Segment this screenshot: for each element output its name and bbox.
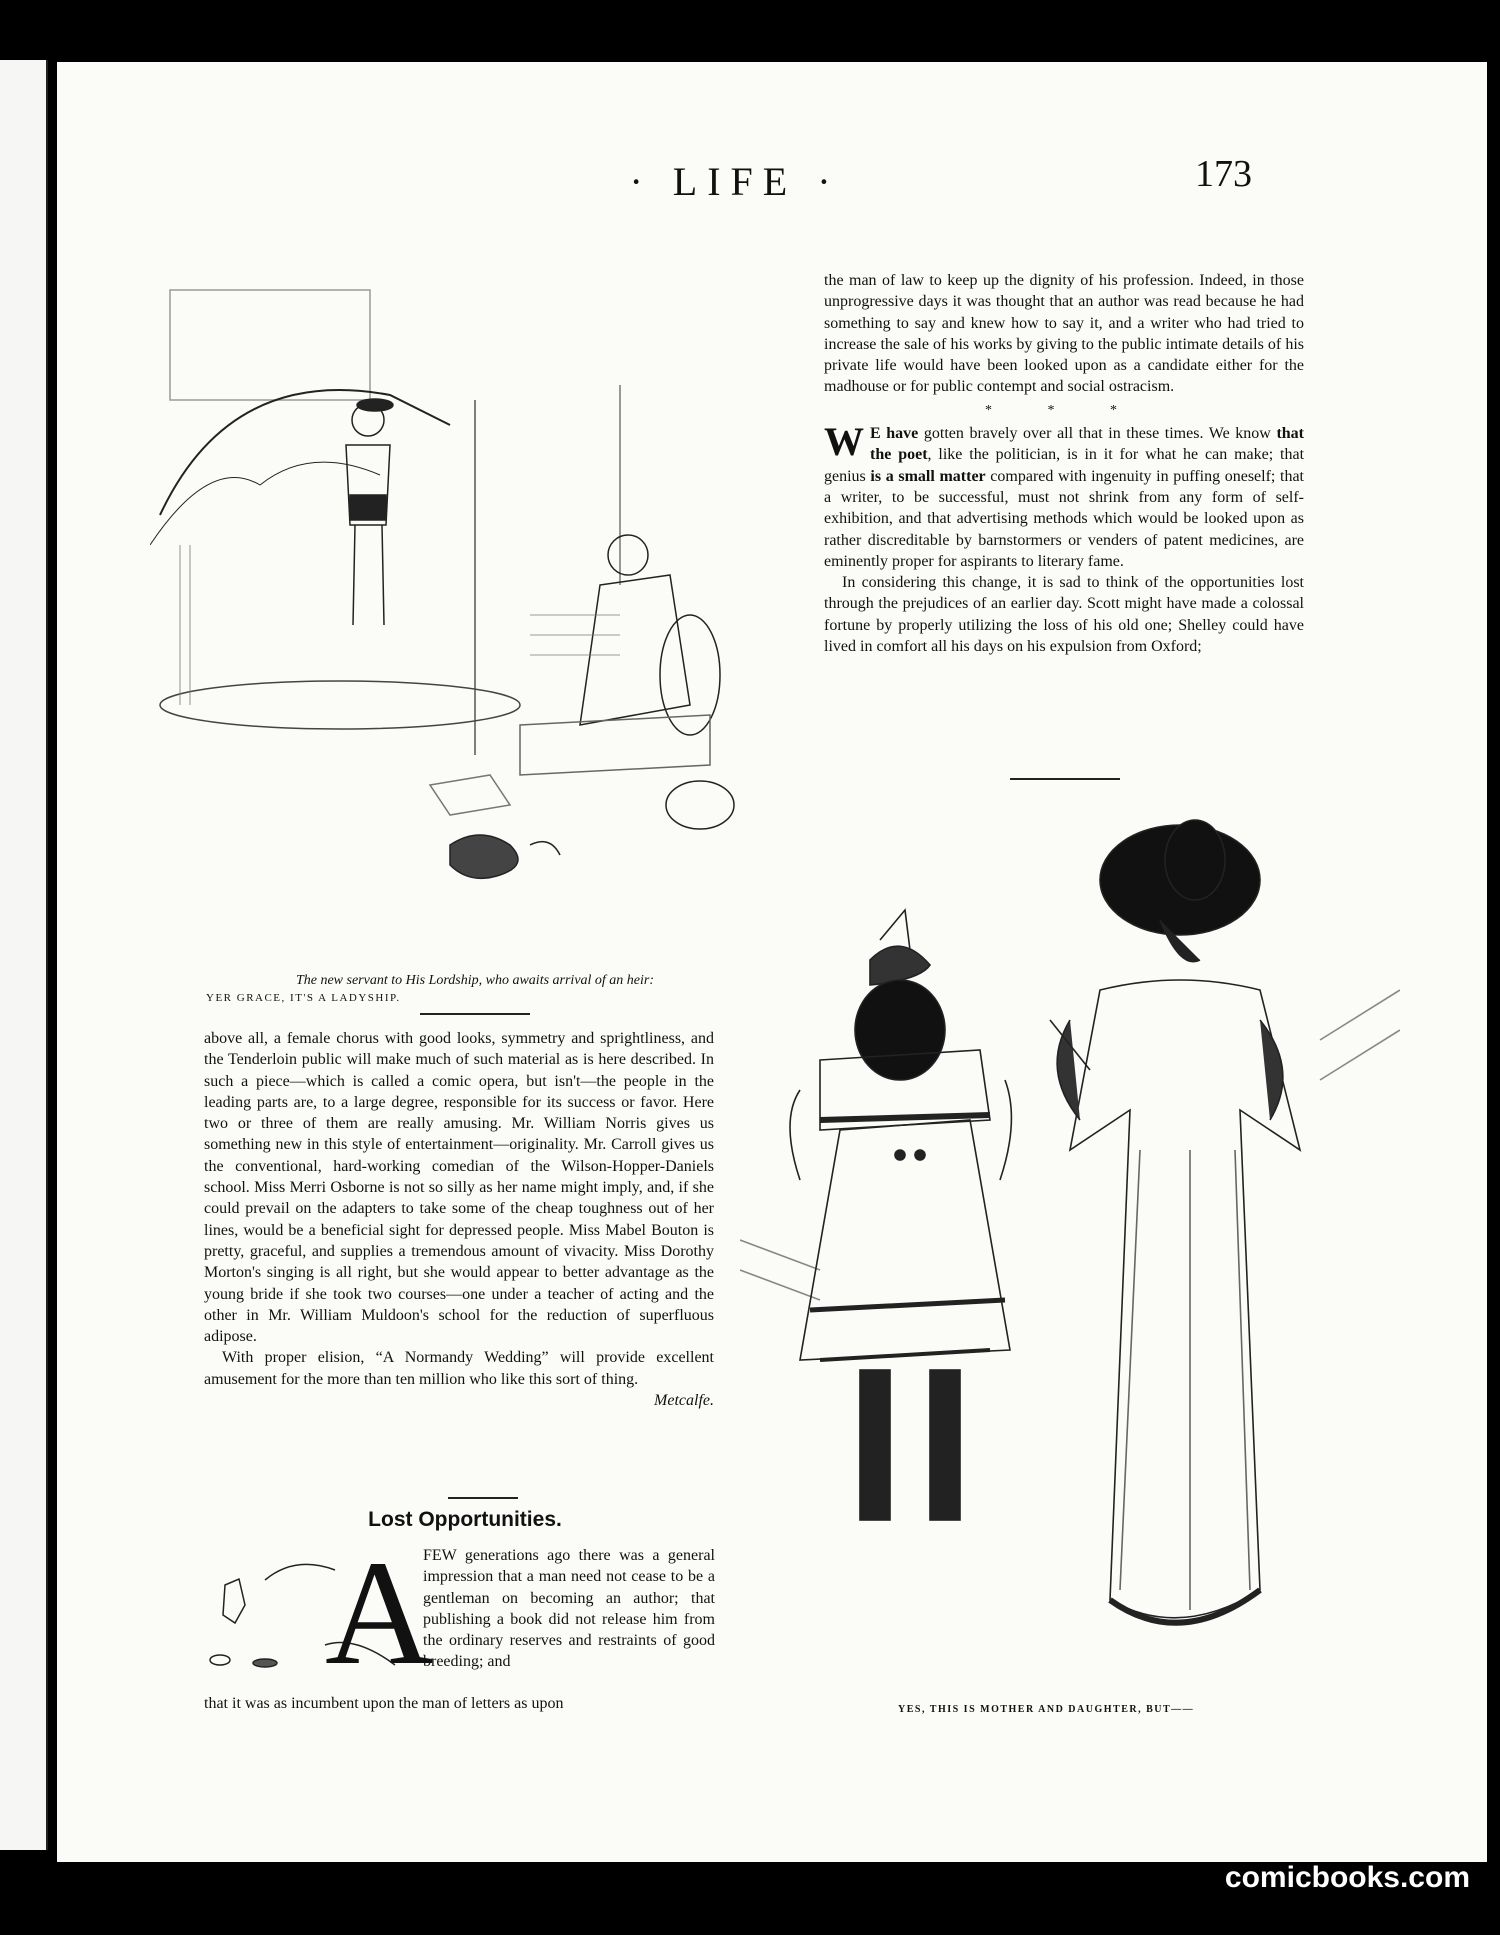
- section-stars: * * *: [985, 402, 1143, 418]
- servant-lordship-illustration: [150, 285, 780, 955]
- author-signature: Metcalfe.: [654, 1392, 714, 1410]
- right-column-end-rule: [1010, 778, 1120, 780]
- mother-daughter-illustration: [740, 790, 1400, 1700]
- top-illustration-caption: The new servant to His Lordship, who awaits arrival of an heir:: [295, 973, 655, 988]
- article-rule: [448, 1497, 518, 1499]
- top-illustration-subcaption: YER GRACE, IT'S A LADYSHIP.: [206, 992, 401, 1004]
- right-para-3: In considering this change, it is sad to think of the opportunities lost through the prejudices of an earlier day. Scott might have made a colossal fortune by properly utilizing the loss of his old one; Shelley could have lived in comfort all his days on his expulsion from Oxford;: [824, 574, 1304, 656]
- article-body-last: that it was as incumbent upon the man of letters as upon: [204, 1695, 564, 1712]
- left-para-1: above all, a female chorus with good looks, symmetry and sprightliness, and the Tenderloin public will make much of such material as is here described. In such a piece—which is called a comic opera, but isn't—the people in the leading parts are, to a large degree, responsible for its success or favor. Here two or three of them are really amusing. Mr. William Norris gives us something new in this style of entertainment—originality. Mr. Carroll gives us the conventional, hard-working comedian of the Wilson-Hopper-Daniels school. Miss Merri Osborne is not so silly as her name might imply, and, if she could prevail on the adapters to take some of the cheap toughness out of her lines, would be a beneficial sight for depressed people. Miss Mabel Bouton is pretty, graceful, and supplies a tremendous amount of vivacity. Miss Dorothy Morton's singing is all right, but she would appear to better advantage as the young bride if she took two courses—one under a teacher of acting and the other in Mr. William Muldoon's school for the reduction of superfluous adipose.: [204, 1030, 714, 1346]
- left-para-2: With proper elision, “A Normandy Wedding” will provide excellent amusement for the more than ten million who like this sort of thing. Metcalfe.: [204, 1347, 714, 1390]
- left-caption-rule: [420, 1013, 530, 1015]
- left-column-text: [204, 1028, 714, 1411]
- right-para-2: W E have gotten bravely over all that in these times. We know that the poet, like the politician, is in it for what he can make; that genius is a small matter compared with ingenuity in puffing oneself; that a writer, to be successful, must not shrink from any form of self-exhibition, and that advertising methods which would be looked upon as rather discreditable by barnstormers or venders of patent medicines, are eminently proper for aspirants to literary fame.: [824, 419, 1305, 570]
- masthead: · LIFE ·: [629, 159, 841, 204]
- dropcap-w: W: [824, 419, 864, 465]
- bottom-illustration-caption: YES, THIS IS MOTHER AND DAUGHTER, BUT——: [898, 1704, 1195, 1715]
- adjacent-page-edge: [0, 60, 48, 1850]
- right-column-text: [824, 270, 1304, 657]
- dropcap-a: A: [325, 1530, 434, 1696]
- page-number: 173: [1195, 153, 1252, 195]
- article-body-first: FEW generations ago there was a general impression that a man need not cease to be a gentleman on becoming an author; that publishing a book did not release him from the ordinary reserves and restraints of good breeding; and: [423, 1547, 715, 1671]
- site-watermark: comicbooks.com: [1224, 1861, 1470, 1894]
- article-heading: Lost Opportunities.: [368, 1508, 562, 1531]
- right-para-1: the man of law to keep up the dignity of his profession. Indeed, in those unprogressive days it was thought that an author was read because he had something to say and knew how to say it, and a writer who had tried to increase the sale of his works by giving to the public intimate details of his private life would have been looked upon as a candidate either for the madhouse or for public contempt and social ostracism.: [824, 272, 1304, 396]
